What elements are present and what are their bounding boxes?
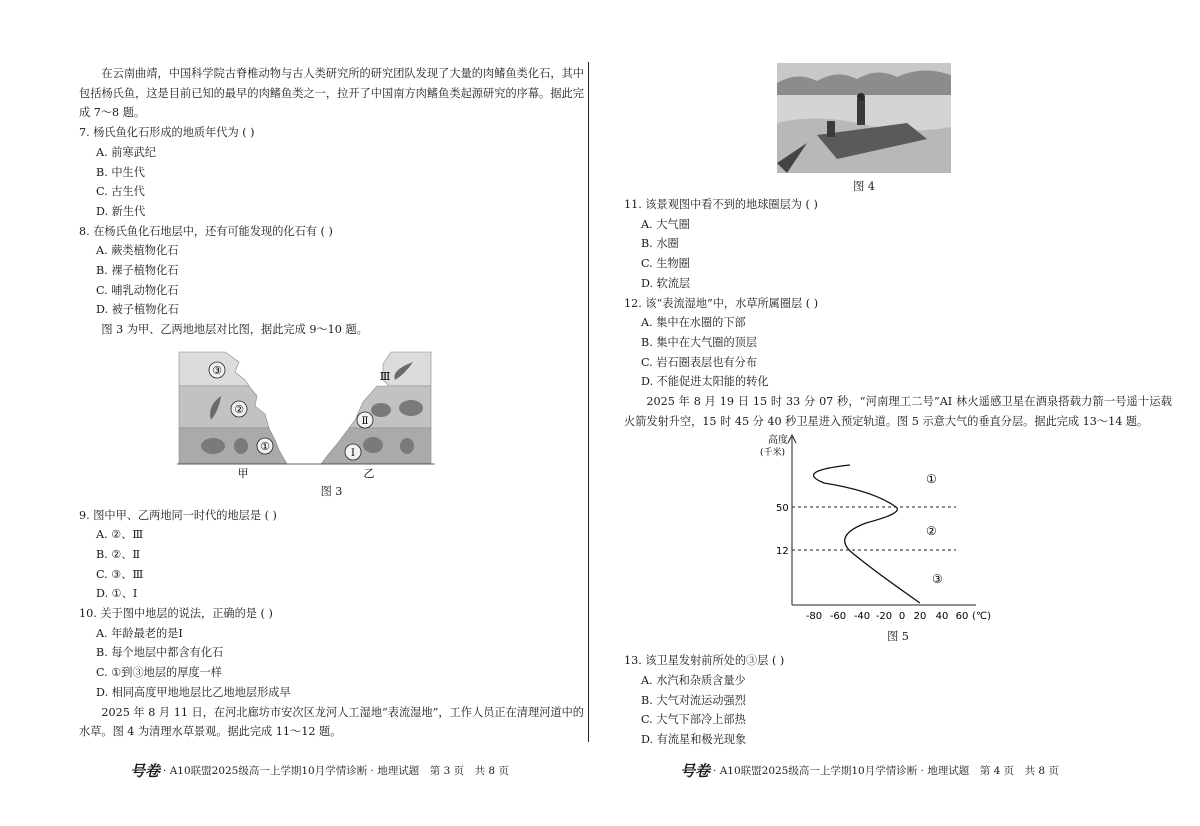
figure-3-caption: 图 3 bbox=[320, 484, 343, 498]
jia-label-3: ③ bbox=[212, 363, 222, 377]
x-tick: -40 bbox=[853, 611, 871, 623]
x-tick: 0 bbox=[898, 611, 906, 623]
temperature-curve bbox=[814, 465, 920, 603]
x-tick: -60 bbox=[829, 611, 847, 623]
brand-logo: 号卷 bbox=[130, 762, 161, 780]
question-13: 13. 该卫星发射前所处的③层 ( ) bbox=[624, 654, 785, 668]
right-page bbox=[600, 0, 1200, 826]
x-tick: 60 bbox=[955, 611, 969, 623]
q9-option-a: A. ②、Ⅲ bbox=[96, 528, 144, 542]
shell-fossil-icon bbox=[400, 438, 414, 454]
q10-option-d: D. 相同高度甲地地层比乙地地层形成早 bbox=[96, 685, 291, 699]
q13-option-d: D. 有流星和极光现象 bbox=[641, 732, 747, 746]
figure-4-caption: 图 4 bbox=[853, 180, 875, 193]
intro-9-10: 图 3 为甲、乙两地地层对比图，据此完成 9～10 题。 bbox=[101, 323, 368, 337]
figure-4-photo bbox=[777, 63, 951, 173]
footer-text: · A10联盟2025级高一上学期10月学情诊断 · 地理试题 第 3 页 共 8 页 bbox=[163, 765, 509, 777]
y-tick-50: 50 bbox=[776, 503, 789, 515]
column-divider bbox=[588, 62, 589, 742]
q11-option-a: A. 大气圈 bbox=[641, 217, 690, 231]
x-tick: -20 bbox=[875, 611, 893, 623]
q8-option-c: C. 哺乳动物化石 bbox=[96, 283, 179, 297]
footer-text: · A10联盟2025级高一上学期10月学情诊断 · 地理试题 第 4 页 共 8 页 bbox=[713, 765, 1059, 777]
brand-logo: 号卷 bbox=[680, 762, 711, 780]
q7-option-a: A. 前寒武纪 bbox=[96, 145, 156, 159]
q7-option-b: B. 中生代 bbox=[96, 165, 145, 179]
zone-label-3: ③ bbox=[932, 572, 943, 587]
figure-5-atmosphere-diagram bbox=[754, 431, 994, 625]
x-unit: (℃) bbox=[972, 611, 992, 623]
question-10: 10. 关于图中地层的说法，正确的是 ( ) bbox=[79, 607, 273, 621]
zone-label-1: ① bbox=[926, 472, 937, 487]
left-column bbox=[79, 64, 584, 742]
jia-label-1: ① bbox=[260, 439, 270, 453]
left-footer bbox=[130, 760, 509, 781]
question-8: 8. 在杨氏鱼化石地层中，还有可能发现的化石有 ( ) bbox=[79, 224, 333, 238]
question-11: 11. 该景观图中看不到的地球圈层为 ( ) bbox=[624, 198, 818, 211]
q10-option-c: C. ①到③地层的厚度一样 bbox=[96, 666, 222, 680]
q8-option-d: D. 被子植物化石 bbox=[96, 303, 179, 317]
intro-7-8: 在云南曲靖，中国科学院古脊椎动物与古人类研究所的研究团队发现了大量的肉鳍鱼类化石，其中包括杨氏鱼，这是目前已知的最早的肉鳍鱼类之一，拉开了中国南方肉鳍鱼类起源研究的序幕。据此完成 7～8 题。 bbox=[79, 67, 584, 120]
q8-option-a: A. 蕨类植物化石 bbox=[96, 244, 179, 258]
question-12: 12. 该“表流湿地”中，水草所属圈层 ( ) bbox=[624, 296, 819, 310]
question-9: 9. 图中甲、乙两地同一时代的地层是 ( ) bbox=[79, 508, 277, 522]
shell-fossil-icon bbox=[234, 438, 248, 454]
q12-option-c: C. 岩石圈表层也有分布 bbox=[641, 355, 757, 369]
q9-option-b: B. ②、Ⅱ bbox=[96, 547, 141, 561]
right-column bbox=[624, 195, 1172, 750]
q7-option-d: D. 新生代 bbox=[96, 204, 146, 218]
q8-option-b: B. 裸子植物化石 bbox=[96, 264, 179, 278]
q11-option-d: D. 软流层 bbox=[641, 276, 691, 290]
jia-layer-2 bbox=[179, 386, 269, 428]
q9-option-d: D. ①、Ⅰ bbox=[96, 587, 138, 601]
jia-label-2: ② bbox=[234, 402, 244, 416]
question-7: 7. 杨氏鱼化石形成的地质年代为 ( ) bbox=[79, 126, 255, 140]
q12-option-a: A. 集中在水圈的下部 bbox=[641, 316, 746, 330]
yi-label-2: Ⅱ bbox=[361, 415, 369, 427]
y-label-unit: (千米) bbox=[760, 448, 786, 459]
y-label-height: 高度 bbox=[768, 435, 788, 447]
q12-option-d: D. 不能促进太阳能的转化 bbox=[641, 375, 769, 389]
x-tick: -80 bbox=[805, 611, 823, 623]
intro-11-12: 2025 年 8 月 11 日，在河北廊坊市安次区龙河人工湿地“表流湿地”，工作人员正在清理河道中的水草。图 4 为清理水草景观。据此完成 11～12 题。 bbox=[79, 705, 584, 739]
q13-option-a: A. 水汽和杂质含量少 bbox=[641, 673, 746, 687]
q10-option-a: A. 年龄最老的是Ⅰ bbox=[96, 626, 183, 640]
yi-label-1: Ⅰ bbox=[351, 447, 355, 459]
x-tick: 20 bbox=[913, 611, 927, 623]
figure-5-caption: 图 5 bbox=[887, 630, 909, 644]
q9-option-c: C. ③、Ⅲ bbox=[96, 567, 144, 581]
jia-label: 甲 bbox=[237, 466, 249, 480]
left-page bbox=[0, 0, 595, 826]
shell-fossil-icon bbox=[399, 400, 423, 416]
right-footer bbox=[680, 760, 1059, 781]
q11-option-c: C. 生物圈 bbox=[641, 257, 690, 271]
shell-fossil-icon bbox=[201, 438, 225, 454]
x-tick: 40 bbox=[935, 611, 949, 623]
q10-option-b: B. 每个地层中都含有化石 bbox=[96, 646, 224, 660]
shell-fossil-icon bbox=[363, 437, 383, 453]
intro-13-14: 2025 年 8 月 19 日 15 时 33 分 07 秒，“河南理工二号”AI 林火遥感卫星在酒泉搭载力箭一号遥十运载火箭发射升空，15 时 45 分 40 秒卫星进入预定轨道。图 5 示意大气的垂直分层。据此完成 13～14 题。 bbox=[624, 395, 1172, 428]
q11-option-b: B. 水圈 bbox=[641, 237, 679, 251]
q12-option-b: B. 集中在大气圈的顶层 bbox=[641, 335, 758, 349]
q13-option-c: C. 大气下部冷上部热 bbox=[641, 713, 746, 727]
shell-fossil-icon bbox=[371, 403, 391, 417]
q13-option-b: B. 大气对流运动强烈 bbox=[641, 693, 746, 707]
figure-3-strata-diagram bbox=[177, 350, 435, 480]
yi-label-3: Ⅲ bbox=[379, 369, 391, 383]
q7-option-c: C. 古生代 bbox=[96, 185, 145, 199]
zone-label-2: ② bbox=[926, 524, 937, 539]
yi-label: 乙 bbox=[363, 466, 375, 480]
y-tick-12: 12 bbox=[776, 546, 789, 558]
